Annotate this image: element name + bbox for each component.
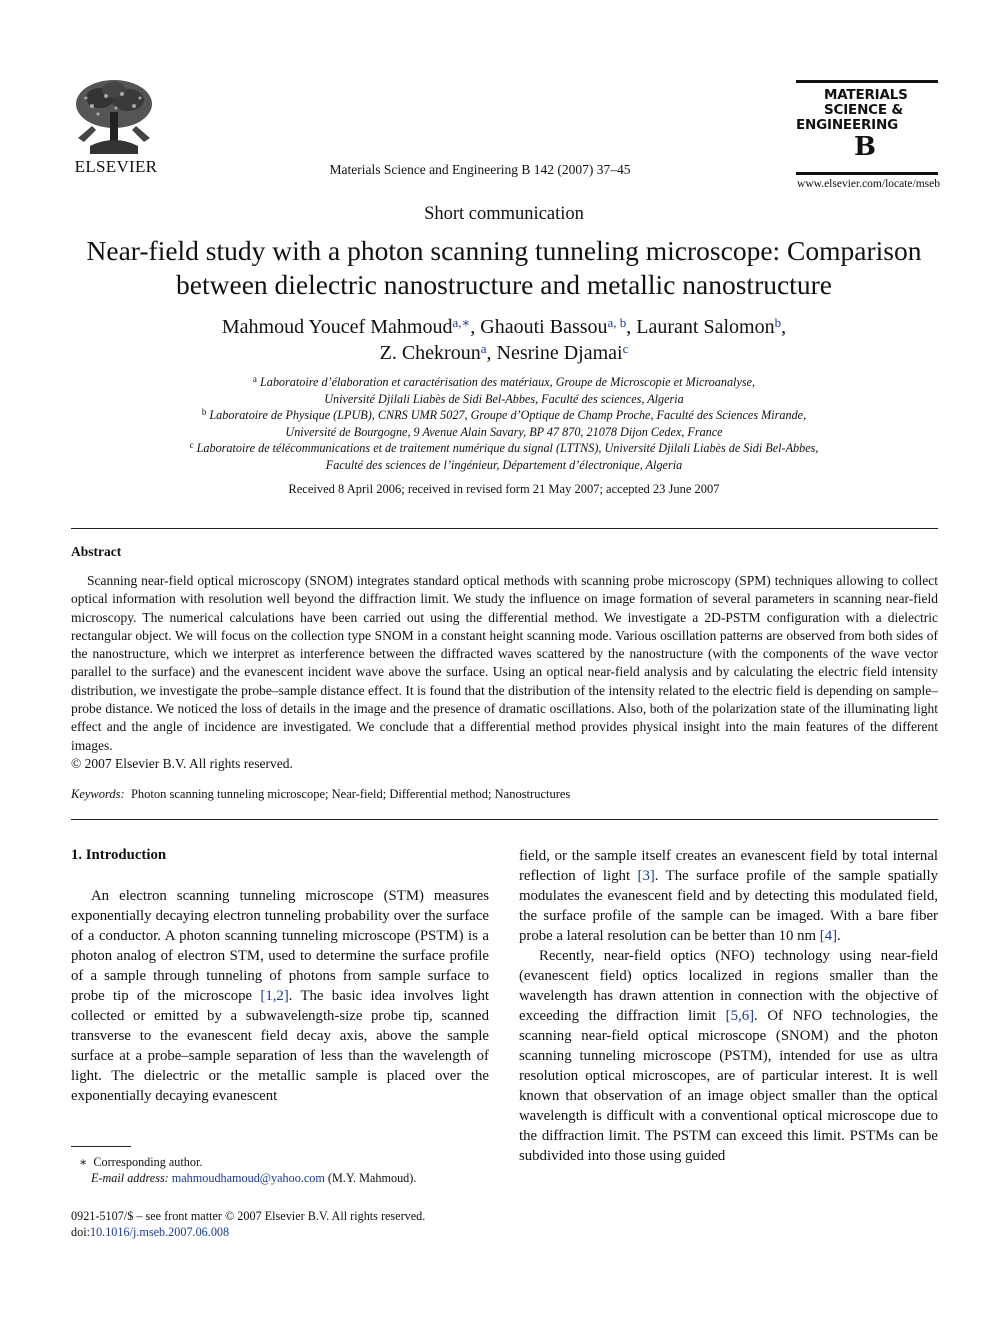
divider — [71, 819, 938, 820]
author-name: Z. Chekroun — [379, 342, 481, 364]
author-name: Nesrine Djamai — [496, 342, 623, 364]
citation-link[interactable]: [4] — [819, 928, 838, 944]
journal-url[interactable]: www.elsevier.com/locate/mseb — [797, 178, 940, 190]
footnote: ∗ Corresponding author. E-mail address: mahmoudhamoud@yahoo.com (M.Y. Mahmoud). — [79, 1155, 417, 1185]
keywords-label: Keywords: — [71, 787, 125, 801]
publisher-name: ELSEVIER — [74, 157, 158, 176]
keywords-text: Photon scanning tunneling microscope; Near-field; Differential method; Nanostructures — [130, 787, 571, 801]
journal-logo-line: MATERIALS — [824, 87, 908, 103]
affiliation: Faculté des sciences de l’ingénieur, Département d’électronique, Algeria — [325, 457, 683, 472]
author-name: Mahmoud Youcef Mahmoud — [221, 316, 453, 338]
citation-link[interactable]: [1,2] — [260, 988, 289, 1004]
author-name: Ghaouti Bassou — [480, 316, 608, 338]
affiliation: $^a$ Laboratoire d’élaboration et caractérisation des matériaux, Groupe de Microscopie et Microanalyse, — [252, 374, 756, 389]
author-line: Mahmoud Youcef Mahmoud$^{a,∗}$, Ghaouti Bassou$^{a, b}$, Laurant Salomon$^b$, — [221, 315, 787, 338]
author-name: Laurant Salomon — [636, 316, 775, 338]
title-line: between dielectric nanostructure and metallic nanostructure — [176, 269, 832, 300]
article-type: Short communication — [424, 204, 584, 224]
section-heading: 1. Introduction — [71, 847, 167, 863]
author-affil-mark[interactable]: a — [480, 341, 487, 356]
issn-line: 0921-5107/$ – see front matter © 2007 Elsevier B.V. All rights reserved. — [71, 1209, 426, 1223]
received-dates: Received 8 April 2006; received in revised form 21 May 2007; accepted 23 June 2007 — [288, 482, 720, 496]
author-line: Z. Chekroun$^a$, Nesrine Djamai$^c$ — [379, 341, 629, 364]
journal-logo-line: ENGINEERING — [796, 117, 898, 133]
email-link[interactable]: mahmoudhamoud@yahoo.com — [171, 1171, 325, 1185]
article-footer: 0921-5107/$ – see front matter © 2007 Elsevier B.V. All rights reserved. doi:10.1016/j.mseb.2007.06.008 — [71, 1208, 491, 1240]
footnote-divider — [71, 1146, 131, 1147]
author-affil-mark[interactable]: a, b — [607, 315, 627, 330]
author-affil-mark[interactable]: c — [622, 341, 629, 356]
journal-reference: Materials Science and Engineering B 142 (2007) 37–45 — [329, 162, 631, 177]
affiliation: $^b$ Laboratoire de Physique (LPUB), CNRS UMR 5027, Groupe d’Optique de Champ Proche, Faculté des Sciences Mirande, — [201, 407, 807, 423]
abstract-copyright: © 2007 Elsevier B.V. All rights reserved. — [71, 756, 293, 771]
paragraph: Recently, near-field optics (NFO) technology using near-field (evanescent field) optics localized in regions smaller than the wavelength has drawn attention in connection with the objective of exceeding the diffraction limit [5,6]. Of NFO technologies, the scanning near-field optical microscope (SNOM) and the photon scanning tunneling microscope (PSTM), intended for use as ultra resolution optical microscopes, are of particular interest. It is well known that observation of an image object smaller than the optical wavelength is difficult with a conventional optical microscope due to the diffraction limit. The PSTM can exceed this limit. PSTMs can be subdivided into those using guided — [519, 948, 938, 1164]
journal-logo-letter: B — [854, 132, 876, 162]
paragraph: An electron scanning tunneling microscope (STM) measures exponentially decaying electron tunneling probability over the surface of a conductor. A photon scanning tunneling microscope (PSTM) is a photon analog of electron STM, used to determine the surface profile of a sample through tunneling of photons from sample surface to probe tip of the microscope [1,2]. The basic idea involves light collected or emitted by a subwavelength-size probe tip, scanned transverse to the evanescent field decay axis, above the sample surface at a probe–sample separation of less than the wavelength of light. The dielectric or the metallic sample is placed over the exponentially decaying evanescent — [71, 888, 489, 1104]
affiliations — [70, 374, 938, 474]
affiliation: Université Djilali Liabès de Sidi Bel-Abbes, Faculté des sciences, Algeria — [324, 391, 684, 406]
journal-logo-line: SCIENCE & — [824, 102, 903, 118]
doi-link[interactable]: 10.1016/j.mseb.2007.06.008 — [89, 1225, 230, 1239]
author-affil-mark[interactable]: b — [774, 315, 782, 330]
left-column — [71, 886, 489, 1106]
affiliation: $^c$ Laboratoire de télécommunications et de traitement numérique du signal (LTTNS), Université Djilali Liabès de Sidi Bel-Abbes, — [189, 440, 819, 456]
citation-link[interactable]: [3] — [637, 868, 655, 884]
elsevier-tree-logo — [70, 76, 158, 156]
paragraph: field, or the sample itself creates an evanescent field by total internal reflection of light [3]. The surface profile of the sample spatially modulates the evanescent field and by detecting this modulated field, the surface profile of the sample can be imaged. With a bare fiber probe a lateral resolution can be better than 10 nm [4]. — [519, 848, 939, 944]
right-column — [519, 846, 938, 1166]
citation-link[interactable]: [5,6] — [725, 1008, 755, 1024]
keywords — [71, 787, 938, 802]
affiliation: Université de Bourgogne, 9 Avenue Alain Savary, BP 47 870, 21078 Dijon Cedex, France — [285, 424, 723, 439]
title-line: Near-field study with a photon scanning tunneling microscope: Comparison — [86, 235, 922, 266]
author-list — [70, 314, 938, 366]
abstract-text: Scanning near-field optical microscopy (SNOM) integrates standard optical methods with scanning probe microscopy (SPM) techniques allowing to collect optical information with resolution well beyond the diffraction limit. We study the influence on image formation of several parameters in scanning near-field microscopy. The numerical calculations have been carried out using the differential method. We investigate a 2D-PSTM configuration with a dielectric rectangular object. We will focus on the collection type SNOM in a constant height scanning mode. Various oscillation patterns are observed from both sides of the nanostructure, which we interpret as interference between the diffracted waves scattered by the nanostructure (with the components of the wave vector parallel to the surface) and the evanescent incident wave above the surface. Using an optical near-field analysis and by calculating the electric field intensity distribution, we investigate the probe–sample distance effect. It is found that the distribution of the intensity related to the electric field is depending on sample–probe distance. We noticed the loss of details in the image and the presence of dramatic oscillations. Also, both of the polarization state of the illuminating light effect and the angle of incidence are investigated. We conclude that a differential method provides physical insight into the main features of the different images. — [71, 573, 938, 753]
divider — [71, 528, 938, 529]
abstract-heading: Abstract — [71, 544, 122, 559]
article-title — [60, 234, 948, 302]
author-affil-mark[interactable]: a,∗ — [452, 315, 471, 330]
journal-logo — [796, 80, 938, 176]
